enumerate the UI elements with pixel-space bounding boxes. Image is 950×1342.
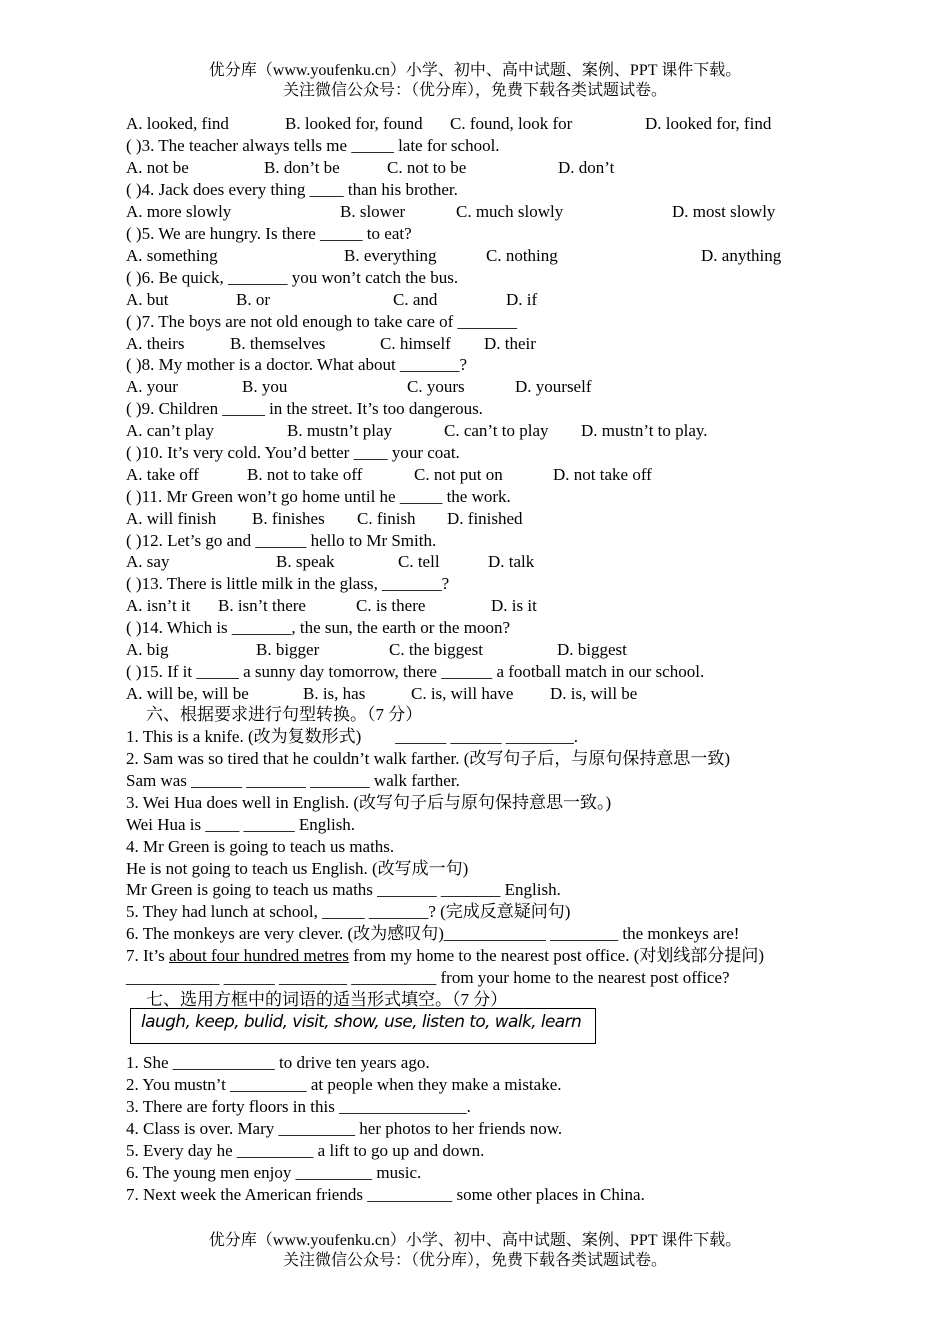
s7-question-6: 6. The young men enjoy _________ music. xyxy=(126,1163,422,1182)
s6-sentence-7-pre: 7. It’s xyxy=(126,946,169,965)
q7-stem: ( )7. The boys are not old enough to take care of _______ xyxy=(126,312,518,331)
s7-question-2: 2. You mustn’t _________ at people when they make a mistake. xyxy=(126,1075,562,1094)
s7-question-5: 5. Every day he _________ a lift to go up and down. xyxy=(126,1141,485,1160)
s7-question-7: 7. Next week the American friends __________ some other places in China. xyxy=(126,1185,645,1204)
s6-sentence-2-answer: Sam was ______ _______ _______ walk farther. xyxy=(126,771,460,790)
q2-option-b: B. looked for, found xyxy=(285,114,423,133)
s6-sentence-7-underlined: about four hundred metres xyxy=(168,946,349,965)
q12-option-c: C. tell xyxy=(398,552,440,571)
s7-question-3: 3. There are forty floors in this _______________. xyxy=(126,1097,471,1116)
q10-option-d: D. not take off xyxy=(553,465,652,484)
q15-option-a: A. will be, will be xyxy=(126,684,249,703)
q3-option-c: C. not to be xyxy=(387,158,467,177)
q7-option-b: B. themselves xyxy=(230,334,326,353)
q8-option-c: C. yours xyxy=(407,377,465,396)
s6-sentence-2-prompt: 2. Sam was so tired that he couldn’t walk farther. (改写句子后，与原句保持意思一致) xyxy=(126,749,731,768)
q5-option-b: B. everything xyxy=(344,246,437,265)
word-box xyxy=(130,1008,596,1044)
q5-option-a: A. something xyxy=(126,246,218,265)
q3-option-a: A. not be xyxy=(126,158,189,177)
s6-sentence-5: 5. They had lunch at school, _____ _______? (完成反意疑问句) xyxy=(126,902,571,921)
q9-option-c: C. can’t to play xyxy=(444,421,549,440)
q9-stem: ( )9. Children _____ in the street. It’s too dangerous. xyxy=(126,399,483,418)
q2-option-c: C. found, look for xyxy=(450,114,573,133)
footer-line-1: 优分库（www.youfenku.cn）小学、初中、高中试题、案例、PPT 课件下载。 xyxy=(208,1232,742,1249)
q8-stem: ( )8. My mother is a doctor. What about _______? xyxy=(126,355,468,374)
s6-sentence-1: 1. This is a knife. (改为复数形式) ______ ______ ________. xyxy=(126,727,579,746)
q14-option-c: C. the biggest xyxy=(389,640,483,659)
q5-stem: ( )5. We are hungry. Is there _____ to eat? xyxy=(126,224,412,243)
s6-sentence-4-line-1: 4. Mr Green is going to teach us maths. xyxy=(126,837,395,856)
q11-option-c: C. finish xyxy=(357,509,416,528)
q10-option-a: A. take off xyxy=(126,465,199,484)
q7-option-a: A. theirs xyxy=(126,334,185,353)
q7-option-c: C. himself xyxy=(380,334,451,353)
s6-sentence-6: 6. The monkeys are very clever. (改为感叹句)____________ ________ the monkeys are! xyxy=(126,924,740,943)
header-line-2: 关注微信公众号：（优分库），免费下载各类试题试卷。 xyxy=(282,82,667,99)
q11-option-a: A. will finish xyxy=(126,509,217,528)
q15-option-b: B. is, has xyxy=(303,684,366,703)
s6-sentence-3-answer: Wei Hua is ____ ______ English. xyxy=(126,815,356,834)
q8-option-d: D. yourself xyxy=(515,377,592,396)
s6-sentence-7-answer: ___________ ______ ________ __________ from your home to the nearest post office? xyxy=(126,968,730,987)
q6-stem: ( )6. Be quick, _______ you won’t catch the bus. xyxy=(126,268,459,287)
q2-option-a: A. looked, find xyxy=(126,114,229,133)
q13-option-c: C. is there xyxy=(356,596,426,615)
q15-stem: ( )15. If it _____ a sunny day tomorrow, there ______ a football match in our school. xyxy=(126,662,705,681)
q6-option-c: C. and xyxy=(393,290,438,309)
q3-stem: ( )3. The teacher always tells me _____ late for school. xyxy=(126,136,500,155)
q9-option-b: B. mustn’t play xyxy=(287,421,392,440)
s6-sentence-7-post: from my home to the nearest post office. (对划线部分提问) xyxy=(348,946,765,965)
q14-stem: ( )14. Which is _______, the sun, the earth or the moon? xyxy=(126,618,510,637)
header-line-1: 优分库（www.youfenku.cn）小学、初中、高中试题、案例、PPT 课件下载。 xyxy=(208,62,742,79)
q12-option-d: D. talk xyxy=(488,552,535,571)
q11-option-b: B. finishes xyxy=(252,509,325,528)
q9-option-d: D. mustn’t to play. xyxy=(581,421,708,440)
s7-question-1: 1. She ____________ to drive ten years ago. xyxy=(126,1053,430,1072)
q8-option-a: A. your xyxy=(126,377,178,396)
q7-option-d: D. their xyxy=(484,334,536,353)
s6-sentence-3-prompt: 3. Wei Hua does well in English. (改写句子后与原句保持意思一致。) xyxy=(126,793,612,812)
footer-line-2: 关注微信公众号：（优分库），免费下载各类试题试卷。 xyxy=(282,1252,667,1269)
q14-option-a: A. big xyxy=(126,640,169,659)
q13-stem: ( )13. There is little milk in the glass, _______? xyxy=(126,574,450,593)
q10-option-c: C. not put on xyxy=(414,465,503,484)
q13-option-b: B. isn’t there xyxy=(218,596,306,615)
q4-option-d: D. most slowly xyxy=(672,202,776,221)
q10-option-b: B. not to take off xyxy=(247,465,363,484)
q6-option-d: D. if xyxy=(506,290,538,309)
q5-option-d: D. anything xyxy=(701,246,782,265)
q6-option-b: B. or xyxy=(236,290,270,309)
q13-option-d: D. is it xyxy=(491,596,537,615)
q11-stem: ( )11. Mr Green won’t go home until he _____ the work. xyxy=(126,487,511,506)
q14-option-d: D. biggest xyxy=(557,640,627,659)
q4-option-c: C. much slowly xyxy=(456,202,564,221)
q4-option-b: B. slower xyxy=(340,202,406,221)
q10-stem: ( )10. It’s very cold. You’d better ____ your coat. xyxy=(126,443,460,462)
s6-sentence-4-line-2: He is not going to teach us English. (改写成一句) xyxy=(126,859,469,878)
q3-option-b: B. don’t be xyxy=(264,158,340,177)
q12-option-a: A. say xyxy=(126,552,170,571)
q5-option-c: C. nothing xyxy=(486,246,558,265)
q8-option-b: B. you xyxy=(242,377,288,396)
q9-option-a: A. can’t play xyxy=(126,421,214,440)
q12-stem: ( )12. Let’s go and ______ hello to Mr Smith. xyxy=(126,531,437,550)
s6-sentence-7-prompt xyxy=(126,945,764,967)
section-6-title: 六、根据要求进行句型转换。（7 分） xyxy=(146,705,423,724)
q14-option-b: B. bigger xyxy=(256,640,320,659)
q3-option-d: D. don’t xyxy=(558,158,615,177)
q15-option-c: C. is, will have xyxy=(411,684,514,703)
q6-option-a: A. but xyxy=(126,290,169,309)
q4-option-a: A. more slowly xyxy=(126,202,232,221)
q12-option-b: B. speak xyxy=(276,552,335,571)
q2-option-d: D. looked for, find xyxy=(645,114,772,133)
q15-option-d: D. is, will be xyxy=(550,684,638,703)
q4-stem: ( )4. Jack does every thing ____ than his brother. xyxy=(126,180,458,199)
q13-option-a: A. isn’t it xyxy=(126,596,191,615)
q11-option-d: D. finished xyxy=(447,509,523,528)
s7-question-4: 4. Class is over. Mary _________ her photos to her friends now. xyxy=(126,1119,563,1138)
s6-sentence-4-answer: Mr Green is going to teach us maths _______ _______ English. xyxy=(126,880,561,899)
word-box-text: laugh, keep, bulid, visit, show, use, listen to, walk, learn xyxy=(141,1012,582,1032)
section-7-title: 七、选用方框中的词语的适当形式填空。（7 分） xyxy=(146,990,508,1009)
